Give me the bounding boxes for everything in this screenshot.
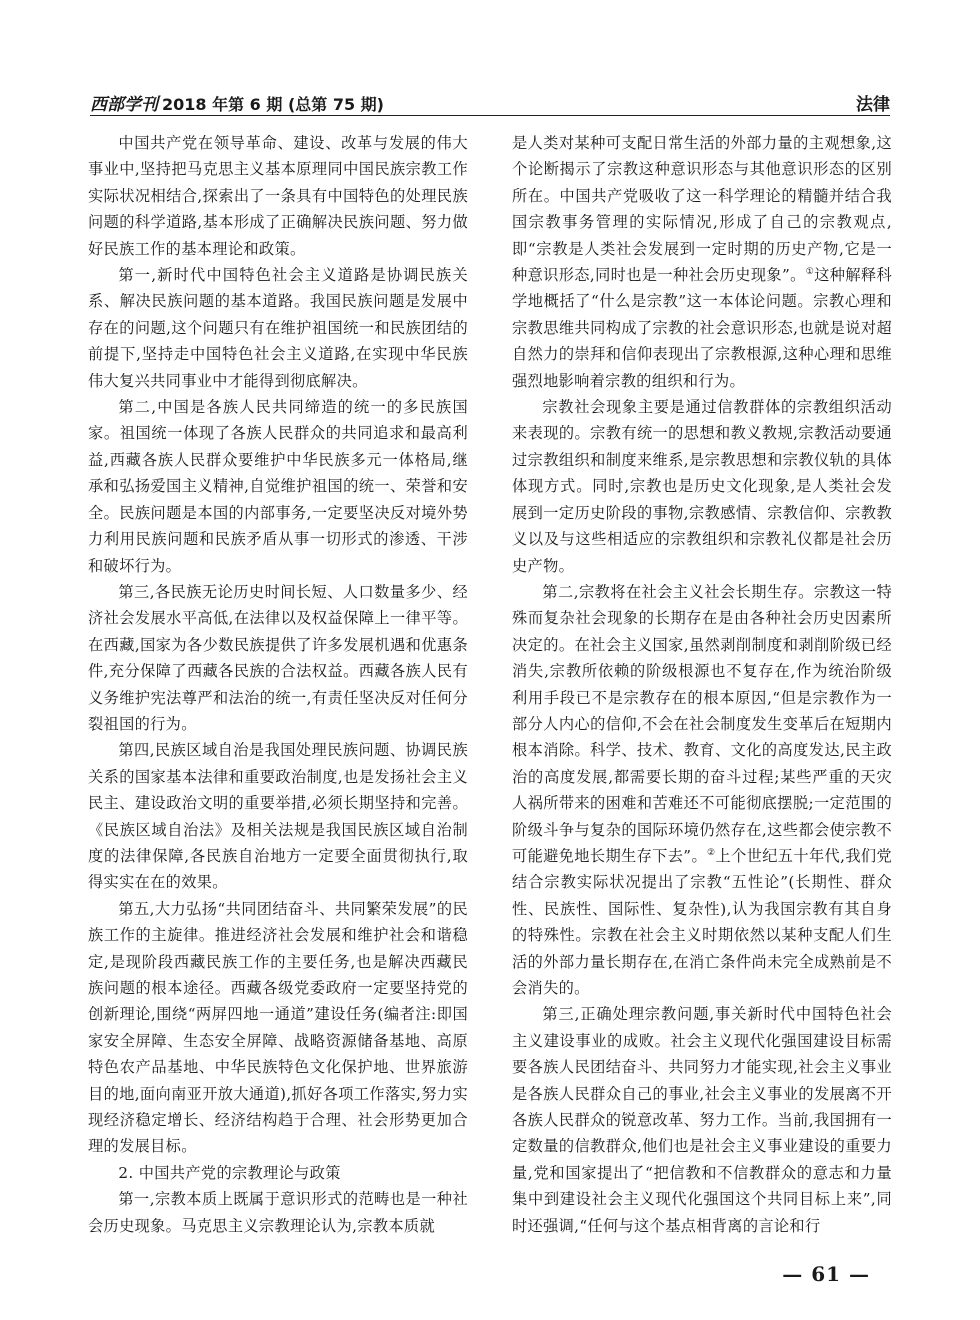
right-column (512, 130, 892, 1270)
journal-logo: 西部学刊 (90, 95, 158, 115)
left-column (88, 130, 468, 1270)
paragraph: 第二,中国是各族人民共同缔造的统一的多民族国家。祖国统一体现了各族人民群众的共同追求和最高利益,西藏各族人民群众要维护中华民族多元一体格局,继承和弘扬爱国主义精神,自觉维护祖国的统一、荣誉和安全。民族问题是本国的内部事务,一定要坚决反对境外势力利用民族问题和民族矛盾从事一切形式的渗透、干涉和破坏行为。 (88, 398, 468, 575)
footnote-ref: ② (707, 847, 716, 858)
footnote-ref: ① (805, 266, 815, 277)
paragraph-continued (512, 130, 892, 394)
paragraph: 第三,各民族无论历史时间长短、人口数量多少、经济社会发展水平高低,在法律以及权益保障上一律平等。在西藏,国家为各少数民族提供了许多发展机遇和优惠条件,充分保障了西藏各民族的合法权益。西藏各族人民有义务维护宪法尊严和法治的统一,有责任坚决反对任何分裂祖国的行为。 (88, 582, 468, 733)
paragraph: 第一,宗教本质上既属于意识形式的范畴也是一种社会历史现象。马克思主义宗教理论认为,宗教本质就 (88, 1190, 468, 1235)
paragraph (512, 579, 892, 1002)
running-header (90, 90, 890, 115)
paragraph-text: 是人类对某种可支配日常生活的外部力量的主观想象,这个论断揭示了宗教这种意识形态与其他意识形态的区别所在。中国共产党吸收了这一科学理论的精髓并结合我国宗教事务管理的实际情况,形成了自己的宗教观点,即“宗教是人类社会发展到一定时期的历史产物,它是一种意识形态,同时也是一种社会历史现象”。 (512, 134, 892, 285)
section-label: 法律 (856, 95, 890, 115)
paragraph: 中国共产党在领导革命、建设、改革与发展的伟大事业中,坚持把马克思主义基本原理同中国民族宗教工作实际状况相结合,探索出了一条具有中国特色的处理民族问题的科学道路,基本形成了正确解决民族问题、努力做好民族工作的基本理论和政策。 (88, 134, 468, 258)
paragraph: 第四,民族区域自治是我国处理民族问题、协调民族关系的国家基本法律和重要政治制度,也是发扬社会主义民主、建设政治文明的重要举措,必须长期坚持和完善。《民族区域自治法》及相关法规是我国民族区域自治制度的法律保障,各民族自治地方一定要全面贯彻执行,取得实实在在的效果。 (88, 741, 468, 892)
paragraph-text: 第二,宗教将在社会主义社会长期生存。宗教这一特殊而复杂社会现象的长期存在是由各种社会历史因素所决定的。在社会主义国家,虽然剥削制度和剥削阶级已经消失,宗教所依赖的阶级根源也不复存在,作为统治阶级利用手段已不是宗教存在的根本原因,“但是宗教作为一部分人内心的信仰,不会在社会制度发生变革后在短期内根本消除。科学、技术、教育、文化的高度发达,民主政治的高度发展,都需要长期的奋斗过程;某些严重的天灾人祸所带来的困难和苦难还不可能彻底摆脱;一定范围的阶级斗争与复杂的国际环境仍然存在,这些都会使宗教不可能避免地长期生存下去”。 (512, 582, 892, 865)
paragraph-text: 这种解释科学地概括了“什么是宗教”这一本体论问题。宗教心理和宗教思维共同构成了宗教的社会意识形态,也就是说对超自然力的崇拜和信仰表现出了宗教根源,这种心理和思维强烈地影响着宗教的组织和行为。 (512, 266, 892, 390)
journal-title (90, 90, 384, 115)
issue-info: 2018 年第 6 期 (总第 75 期) (162, 95, 384, 114)
paragraph-text: 上个世纪五十年代,我们党结合宗教实际状况提出了宗教“五性论”(长期性、群众性、民族性、国际性、复杂性),认为我国宗教有其自身的特殊性。宗教在社会主义时期依然以某种支配人们生活的外部力量长期存在,在消亡条件尚未完全成熟前是不会消失的。 (512, 846, 892, 997)
paragraph: 第五,大力弘扬“共同团结奋斗、共同繁荣发展”的民族工作的主旋律。推进经济社会发展和维护社会和谐稳定,是现阶段西藏民族工作的主要任务,也是解决西藏民族问题的根本途径。西藏各级党委政府一定要坚持党的创新理论,围绕“两屏四地一通道”建设任务(编者注:即国家安全屏障、生态安全屏障、战略资源储备基地、高原特色农产品基地、中华民族特色文化保护地、世界旅游目的地,面向南亚开放大通道),抓好各项工作落实,努力实现经济稳定增长、经济结构趋于合理、社会形势更加合理的发展目标。 (88, 899, 468, 1156)
paragraph: 第三,正确处理宗教问题,事关新时代中国特色社会主义建设事业的成败。社会主义现代化强国建设目标需要各族人民团结奋斗、共同努力才能实现,社会主义事业是各族人民群众自己的事业,社会主义事业的发展离不开各族人民群众的锐意改革、努力工作。当前,我国拥有一定数量的信教群众,他们也是社会主义事业建设的重要力量,党和国家提出了“把信教和不信教群众的意志和力量集中到建设社会主义现代化强国这个共同目标上来”,同时还强调,“任何与这个基点相背离的言论和行 (512, 1005, 892, 1235)
section-heading: 2. 中国共产党的宗教理论与政策 (118, 1163, 341, 1182)
page-number: — 61 — (782, 1262, 870, 1286)
paragraph: 宗教社会现象主要是通过信教群体的宗教组织活动来表现的。宗教有统一的思想和教义教规,宗教活动要通过宗教组织和制度来维系,是宗教思想和宗教仪轨的具体体现方式。同时,宗教也是历史文化现象,是人类社会发展到一定历史阶段的事物,宗教感情、宗教信仰、宗教教义以及与这些相适应的宗教组织和宗教礼仪都是社会历史产物。 (512, 398, 892, 575)
paragraph: 第一,新时代中国特色社会主义道路是协调民族关系、解决民族问题的基本道路。我国民族问题是发展中存在的问题,这个问题只有在维护祖国统一和民族团结的前提下,坚持走中国特色社会主义道路,在实现中华民族伟大复兴共同事业中才能得到彻底解决。 (88, 266, 468, 390)
header-rule (90, 115, 890, 116)
